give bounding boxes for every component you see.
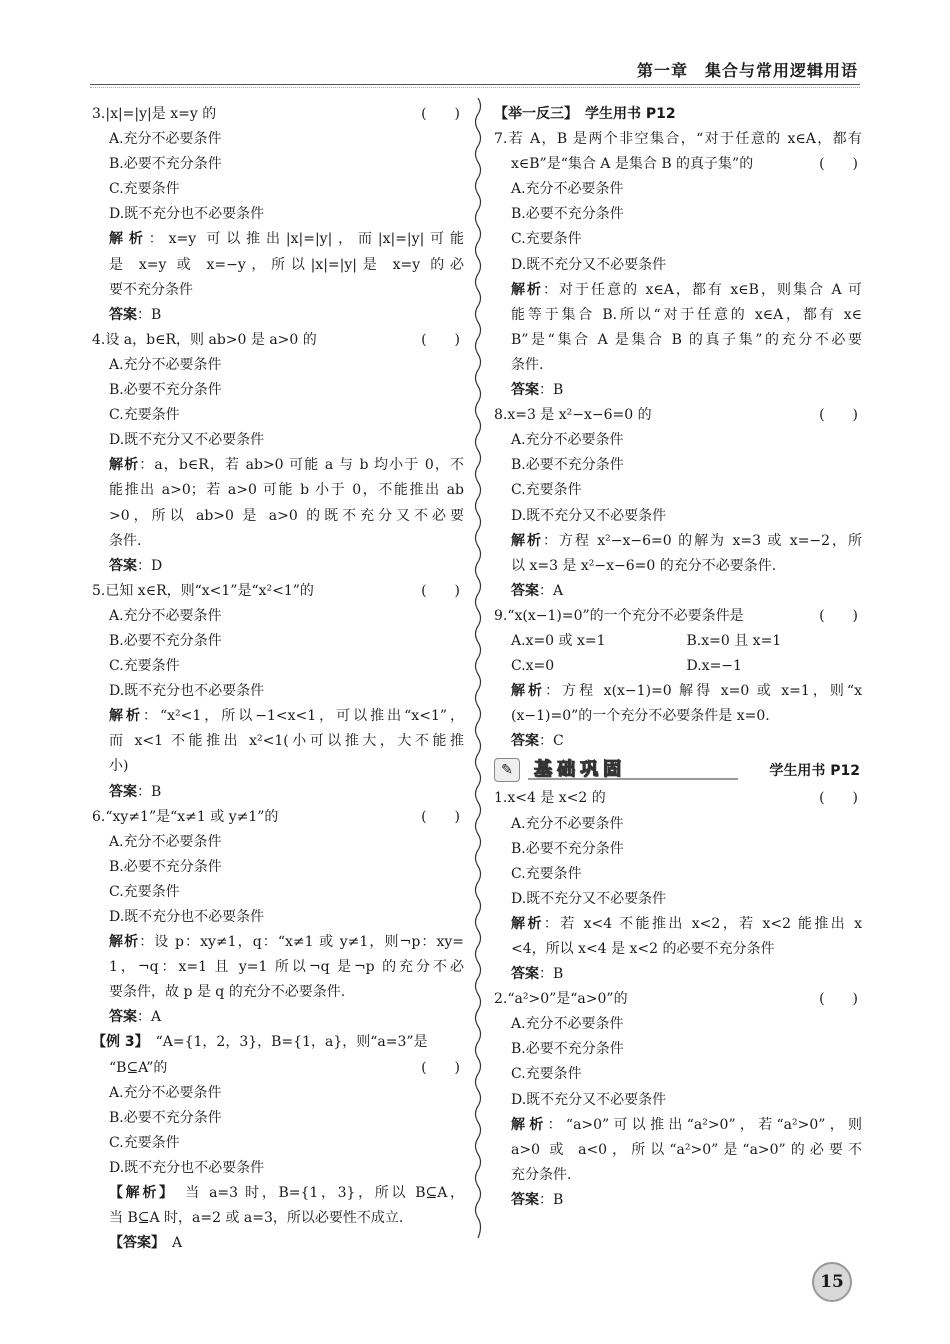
option-c: C.x=0 bbox=[511, 658, 555, 675]
option-d: D.既不充分又不必要条件 bbox=[511, 1091, 667, 1108]
question-4-stem: 4.设 a，b∈R，则 ab>0 是 a>0 的 ( ) bbox=[92, 331, 460, 348]
example-3-stem: 【例 3】 “A={1，2，3}，B={1，a}，则“a=3”是 bbox=[92, 1034, 428, 1051]
answer-line: 答案：D bbox=[109, 557, 163, 574]
analysis-line: 当 B⊆A 时，a=2 或 a=3，所以必要性不成立. bbox=[109, 1210, 404, 1227]
question-3-stem: 3.|x|=|y|是 x=y 的 ( ) bbox=[92, 106, 460, 122]
analysis-line: 而 x<1 不能推出 x²<1(小可以推大，大不能推 bbox=[109, 733, 464, 750]
analysis-line: >0，所以 ab>0 是 a>0 的既不充分又不必要 bbox=[109, 507, 464, 524]
header-dotted-rule bbox=[90, 87, 860, 88]
analysis-line: 1，¬q：x=1 且 y=1 所以¬q 是¬p 的充分不必 bbox=[109, 959, 464, 976]
analysis-line: 解析：“x²<1，所以−1<x<1，可以推出“x<1”， bbox=[109, 708, 464, 725]
analysis-line: <4，所以 x<4 是 x<2 的必要不充分条件 bbox=[511, 941, 775, 957]
option-a: A.充分不必要条件 bbox=[511, 181, 624, 198]
analysis-line: (x−1)=0”的一个充分不必要条件是 x=0. bbox=[511, 708, 770, 725]
answer-line: 答案：B bbox=[109, 783, 162, 800]
analysis-line: 条件. bbox=[109, 532, 142, 549]
option-b: B.必要不充分条件 bbox=[511, 206, 624, 223]
section-ref: 学生用书 P12 bbox=[769, 763, 860, 780]
option-b: B.必要不充分条件 bbox=[109, 1109, 222, 1126]
option-b: B.必要不充分条件 bbox=[511, 840, 624, 857]
option-d: D.既不充分也不必要条件 bbox=[109, 1159, 265, 1176]
option-c: C.充要条件 bbox=[511, 1066, 582, 1083]
option-d: D.既不充分又不必要条件 bbox=[511, 507, 667, 524]
answer-line: 答案：B bbox=[109, 306, 162, 323]
option-a: A.充分不必要条件 bbox=[511, 815, 624, 832]
answer-line: 答案：B bbox=[511, 382, 564, 399]
answer-line: 答案：B bbox=[511, 1191, 564, 1208]
section-banner-basics bbox=[494, 756, 862, 786]
question-5-stem: 5.已知 x∈R，则“x<1”是“x²<1”的 ( ) bbox=[92, 582, 460, 599]
analysis-line: 充分条件. bbox=[511, 1166, 572, 1183]
option-c: C.充要条件 bbox=[109, 883, 180, 900]
option-c: C.充要条件 bbox=[511, 482, 582, 499]
analysis-line: 能推出 a>0；若 a>0 可能 b 小于 0，不能推出 ab bbox=[109, 482, 464, 499]
option-c: C.充要条件 bbox=[511, 231, 582, 248]
option-d: D.既不充分也不必要条件 bbox=[109, 683, 265, 700]
option-a: A.充分不必要条件 bbox=[109, 131, 222, 148]
option-c: C.充要条件 bbox=[511, 865, 582, 882]
analysis-line: 解析：对于任意的 x∈A，都有 x∈B，则集合 A 可 bbox=[511, 281, 862, 298]
option-b: B.必要不充分条件 bbox=[511, 457, 624, 474]
option-d: D.既不充分又不必要条件 bbox=[109, 432, 265, 449]
options-row bbox=[494, 654, 862, 679]
analysis-line: a>0 或 a<0，所以“a²>0”是“a>0”的必要不 bbox=[511, 1141, 862, 1158]
option-a: A.充分不必要条件 bbox=[511, 1016, 624, 1033]
question-8-stem: 8.x=3 是 x²−x−6=0 的 ( ) bbox=[494, 407, 858, 424]
analysis-line: 以 x=3 是 x²−x−6=0 的充分不必要条件. bbox=[511, 557, 777, 574]
analysis-line: 解析：设 p：xy≠1，q：“x≠1 或 y≠1，则¬p：xy= bbox=[109, 934, 464, 951]
option-b: B.必要不充分条件 bbox=[109, 632, 222, 649]
option-a: A.充分不必要条件 bbox=[109, 356, 222, 373]
option-a: A.充分不必要条件 bbox=[109, 833, 222, 850]
analysis-line: 条件. bbox=[511, 356, 544, 373]
answer-line: 答案：A bbox=[109, 1009, 162, 1026]
analysis-line: 解析：方程 x²−x−6=0 的解为 x=3 或 x=−2，所 bbox=[511, 532, 862, 549]
analysis-line: 【解析】 当 a=3 时，B={1，3}，所以 B⊆A， bbox=[109, 1185, 464, 1202]
option-c: C.充要条件 bbox=[109, 181, 180, 198]
option-c: C.充要条件 bbox=[109, 658, 180, 675]
right-column bbox=[494, 102, 862, 1213]
analysis-line: 解析：若 x<4 不能推出 x<2，若 x<2 能推出 x bbox=[511, 915, 862, 932]
section-practice-header: 【举一反三】 学生用书 P12 bbox=[494, 106, 676, 122]
analysis-line: 是 x=y 或 x=−y，所以|x|=|y|是 x=y 的必 bbox=[109, 256, 464, 273]
header-rule bbox=[90, 84, 860, 85]
column-divider-squiggle bbox=[472, 98, 484, 1238]
analysis-line: 小) bbox=[109, 758, 129, 775]
question-7-stem: 7.若 A，B 是两个非空集合，“对于任意的 x∈A，都有 bbox=[494, 131, 862, 148]
analysis-line: 解析：a，b∈R，若 ab>0 可能 a 与 b 均小于 0，不 bbox=[109, 457, 464, 474]
basic-question-1-stem: 1.x<4 是 x<2 的 ( ) bbox=[494, 790, 858, 807]
question-7-stem-cont: x∈B”是“集合 A 是集合 B 的真子集”的 ( ) bbox=[511, 156, 858, 173]
pencil-icon: ✎ bbox=[494, 758, 520, 782]
option-c: C.充要条件 bbox=[109, 1134, 180, 1151]
analysis-line: 要条件，故 p 是 q 的充分不必要条件. bbox=[109, 984, 346, 1001]
option-a: A.充分不必要条件 bbox=[109, 1084, 222, 1101]
answer-line: 答案：A bbox=[511, 582, 564, 599]
example-3-stem-cont: “B⊆A”的 ( ) bbox=[109, 1059, 460, 1076]
analysis-line: B”是“集合 A 是集合 B 的真子集”的充分不必要 bbox=[511, 331, 862, 348]
option-b: B.必要不充分条件 bbox=[109, 382, 222, 399]
answer-line: 【答案】 A bbox=[109, 1235, 183, 1252]
analysis-line: 要不充分条件 bbox=[109, 281, 193, 298]
page-number: 15 bbox=[812, 1262, 852, 1302]
basic-question-2-stem: 2.“a²>0”是“a>0”的 ( ) bbox=[494, 991, 858, 1008]
question-9-stem: 9.“x(x−1)=0”的一个充分不必要条件是 ( ) bbox=[494, 607, 858, 624]
analysis-line: 解析：“a>0”可以推出“a²>0”，若“a²>0”，则 bbox=[511, 1116, 862, 1133]
answer-line: 答案：C bbox=[511, 733, 564, 750]
question-6-stem: 6.“xy≠1”是“x≠1 或 y≠1”的 ( ) bbox=[92, 808, 460, 825]
option-d: D.既不充分又不必要条件 bbox=[511, 256, 667, 273]
options-row bbox=[494, 629, 862, 654]
option-d: D.既不充分也不必要条件 bbox=[109, 206, 265, 223]
chapter-title: 第一章 集合与常用逻辑用语 bbox=[636, 61, 858, 80]
option-d: D.x=−1 bbox=[686, 658, 742, 675]
option-c: C.充要条件 bbox=[109, 407, 180, 424]
option-a: A.充分不必要条件 bbox=[109, 607, 222, 624]
option-b: B.必要不充分条件 bbox=[109, 156, 222, 173]
option-b: B.必要不充分条件 bbox=[109, 858, 222, 875]
option-d: D.既不充分又不必要条件 bbox=[511, 890, 667, 907]
option-b: B.必要不充分条件 bbox=[511, 1041, 624, 1058]
analysis-line: 解析：方程 x(x−1)=0 解得 x=0 或 x=1，则“x bbox=[511, 683, 862, 700]
option-a: A.充分不必要条件 bbox=[511, 432, 624, 449]
answer-line: 答案：B bbox=[511, 966, 564, 983]
option-a: A.x=0 或 x=1 bbox=[511, 632, 606, 649]
analysis-line: 能等于集合 B.所以“对于任意的 x∈A，都有 x∈ bbox=[511, 306, 862, 323]
section-title: 基础巩固 bbox=[534, 759, 626, 781]
left-column bbox=[92, 102, 464, 1256]
option-b: B.x=0 且 x=1 bbox=[686, 632, 782, 649]
option-d: D.既不充分也不必要条件 bbox=[109, 909, 265, 925]
analysis-line: 解析：x=y 可以推出|x|=|y|，而|x|=|y|可能 bbox=[109, 231, 464, 248]
